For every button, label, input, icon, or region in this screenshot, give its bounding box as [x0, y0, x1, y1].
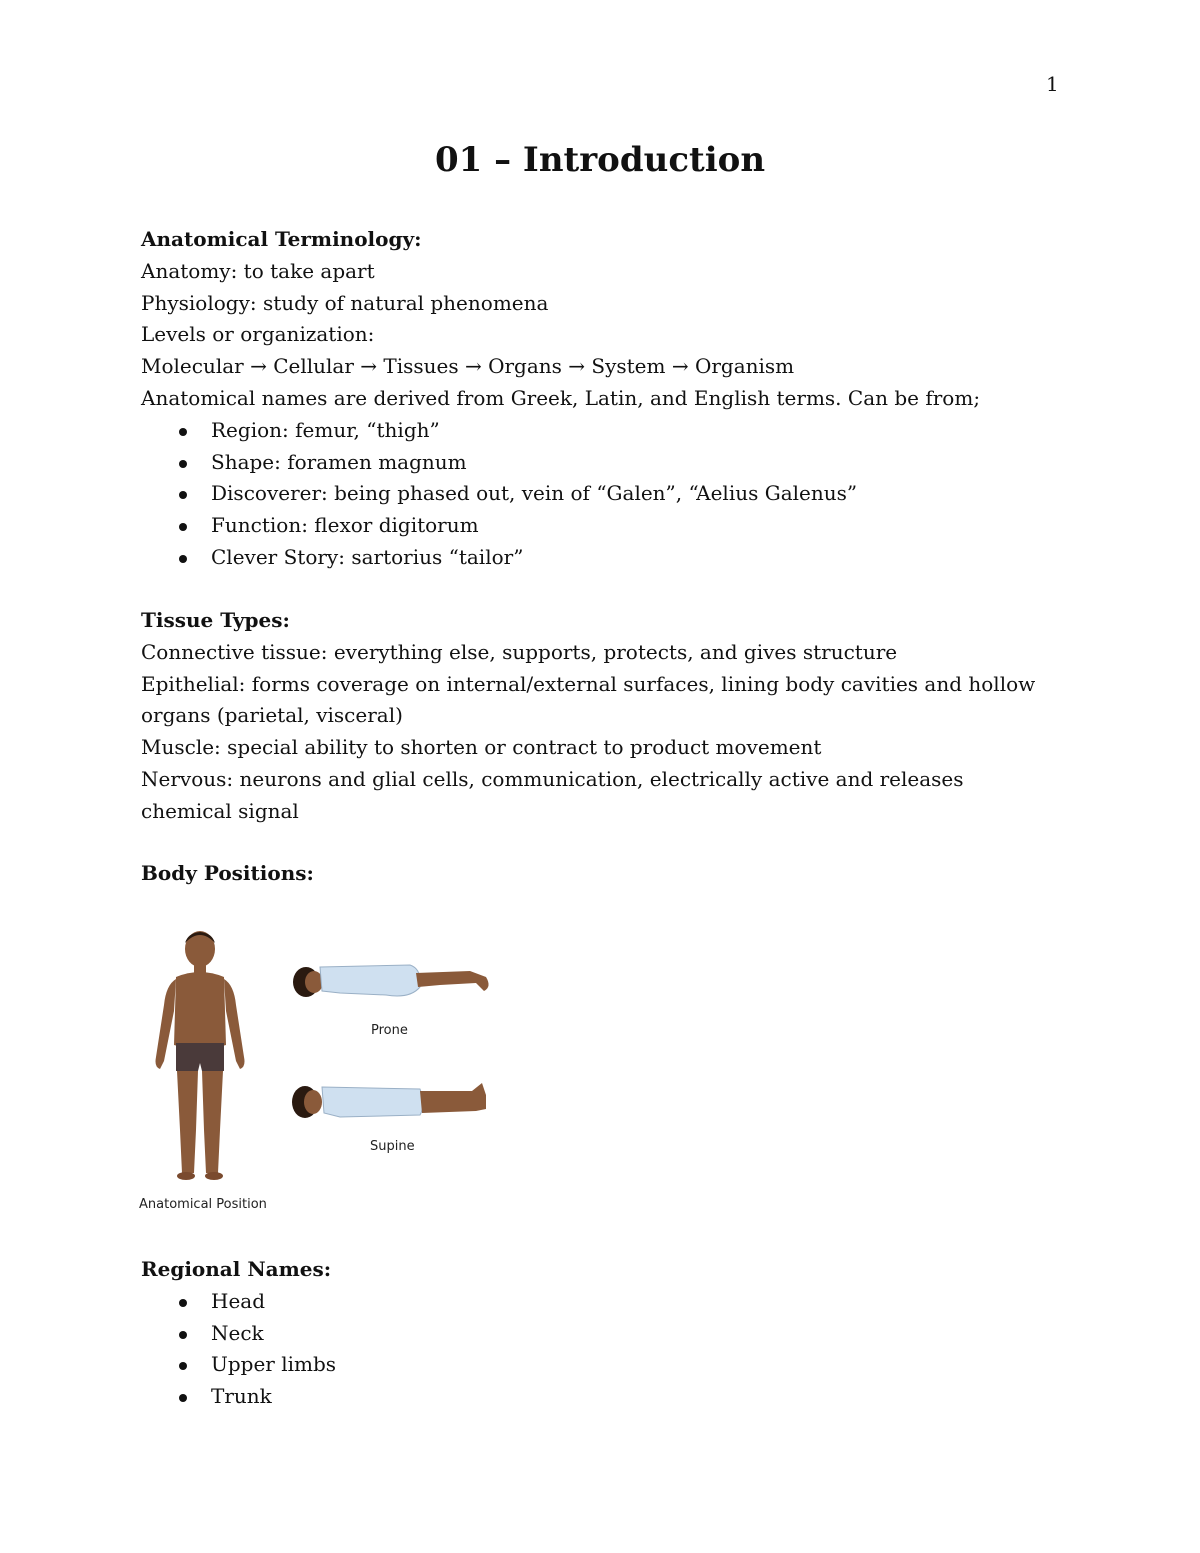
- list-item: [141, 1381, 1051, 1413]
- list-item: [141, 1349, 1051, 1381]
- bullet-icon: [179, 1299, 187, 1307]
- tissue-types-section: [141, 605, 1051, 828]
- body-positions-figure: [140, 925, 500, 1195]
- list-item-text: Discoverer: being phased out, vein of “Galen”, “Aelius Galenus”: [211, 481, 858, 506]
- list-item-text: Function: flexor digitorum: [211, 513, 479, 538]
- list-item-text: Shape: foramen magnum: [211, 449, 467, 474]
- list-item: [141, 415, 1051, 447]
- bullet-icon: [179, 428, 187, 436]
- paragraph-line: Muscle: special ability to shorten or contract to product movement: [141, 735, 822, 760]
- body-positions-section: [141, 858, 1051, 890]
- section-heading: Regional Names:: [141, 1257, 332, 1281]
- list-item: [141, 1286, 1051, 1318]
- anatomical-position-label: Anatomical Position: [139, 1197, 267, 1212]
- bullet-icon: [179, 555, 187, 563]
- anatomical-terminology-section: [141, 224, 1051, 574]
- bullet-icon: [179, 1394, 187, 1402]
- list-item: [141, 510, 1051, 542]
- section-heading: Tissue Types:: [141, 608, 290, 632]
- paragraph-line: Levels or organization:: [141, 322, 375, 347]
- list-item-text: Upper limbs: [211, 1352, 337, 1377]
- paragraph-line: Anatomy: to take apart: [141, 258, 375, 283]
- paragraph-line: Molecular → Cellular → Tissues → Organs → System → Organism: [141, 354, 795, 379]
- list-item: [141, 478, 1051, 510]
- list-item-text: Trunk: [211, 1384, 272, 1409]
- list-item-text: Neck: [211, 1320, 264, 1345]
- bullet-icon: [179, 523, 187, 531]
- section-heading: Body Positions:: [141, 861, 314, 885]
- paragraph-line: Epithelial: forms coverage on internal/external surfaces, lining body cavities and hollow organs (parietal, visceral): [141, 671, 1036, 728]
- bullet-icon: [179, 1331, 187, 1339]
- list-item-text: Region: femur, “thigh”: [211, 417, 440, 442]
- section-heading: Anatomical Terminology:: [141, 227, 422, 251]
- paragraph-line: Connective tissue: everything else, supports, protects, and gives structure: [141, 639, 898, 664]
- terminology-bullet-list: [141, 415, 1051, 574]
- regional-names-list: [141, 1286, 1051, 1413]
- paragraph-line: Nervous: neurons and glial cells, communication, electrically active and releases chemical signal: [141, 766, 964, 823]
- bullet-icon: [179, 460, 187, 468]
- list-item-text: Head: [211, 1288, 266, 1313]
- prone-figure: [293, 965, 489, 997]
- supine-figure: [292, 1083, 486, 1118]
- regional-names-section: [141, 1254, 1051, 1413]
- page-number: 1: [1046, 72, 1059, 96]
- list-item: [141, 1318, 1051, 1350]
- anatomical-position-figure: [156, 931, 245, 1180]
- bullet-icon: [179, 1362, 187, 1370]
- paragraph-line: Anatomical names are derived from Greek, Latin, and English terms. Can be from;: [141, 385, 981, 410]
- supine-label: Supine: [370, 1139, 415, 1154]
- list-item-text: Clever Story: sartorius “tailor”: [211, 544, 524, 569]
- prone-label: Prone: [371, 1023, 408, 1038]
- document-title: 01 – Introduction: [434, 140, 766, 180]
- list-item: [141, 542, 1051, 574]
- paragraph-line: Physiology: study of natural phenomena: [141, 290, 549, 315]
- bullet-icon: [179, 491, 187, 499]
- list-item: [141, 447, 1051, 479]
